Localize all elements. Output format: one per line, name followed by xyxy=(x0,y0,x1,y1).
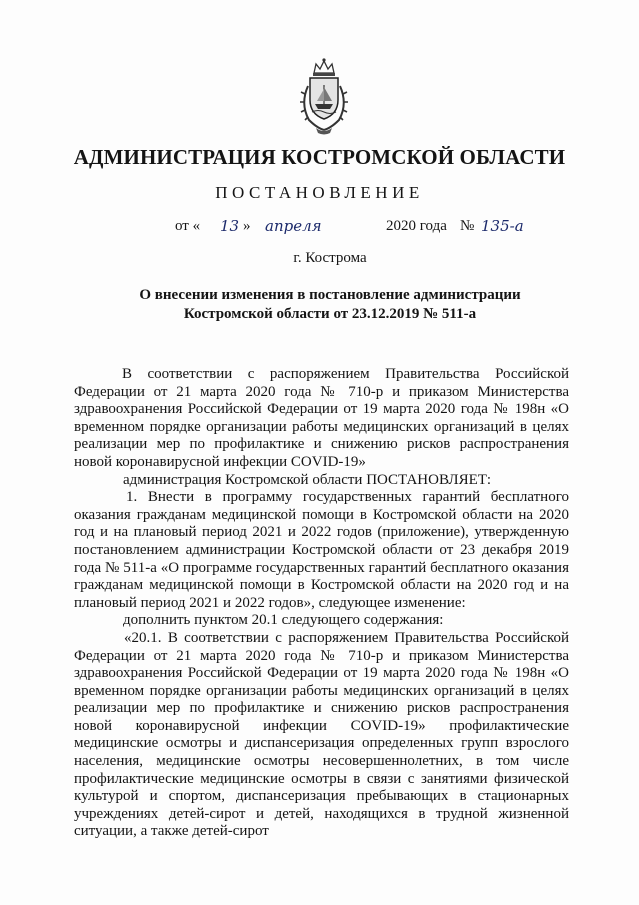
date-quote-close: » xyxy=(243,218,251,234)
city-line: г. Кострома xyxy=(293,250,367,266)
date-number-line xyxy=(0,215,639,241)
kostroma-coat-of-arms-icon xyxy=(296,56,352,136)
date-day-handwritten: 13 xyxy=(220,217,240,235)
body-paragraph-resolves: администрация Костромской области ПОСТАНОВЛЯЕТ: xyxy=(123,471,492,488)
body-paragraph-addition: дополнить пунктом 20.1 следующего содержания: xyxy=(123,612,444,629)
subject-heading xyxy=(0,286,639,324)
document-type: ПОСТАНОВЛЕНИЕ xyxy=(215,183,424,202)
subject-line-1: О внесении изменения в постановление администрации xyxy=(139,287,521,303)
organization-title: АДМИНИСТРАЦИЯ КОСТРОМСКОЙ ОБЛАСТИ xyxy=(73,145,566,169)
date-prefix: от « xyxy=(175,218,201,234)
body-paragraph-preamble: В соответствии с распоряжением Правительства Российской Федерации от 21 марта 2020 года № 710-р и приказом Министерства здравоохранения Российской Федерации от 19 марта 2020 года № 198н «О временном порядке организации работы медицинских организаций в целях реализации мер по профилактике и снижению рисков распространения новой коронавирусной инфекции COVID-19» xyxy=(74,366,569,470)
body-paragraph-item-20-1: «20.1. В соответствии с распоряжением Правительства Российской Федерации от 21 марта 2020 года № 710-р и приказом Министерства здравоохранения Российской Федерации от 19 марта 2020 года № 198н «О временном порядке организации работы медицинских организаций в целях реализации мер по профилактике и снижению рисков распространения новой коронавирусной инфекции COVID-19» профилактические медицинские осмотры и диспансеризация определенных групп взрослого населения, медицинские осмотры несовершеннолетних, в том числе профилактические медицинские осмотры в связи с занятиями физической культурой и спортом, диспансеризация пребывающих в стационарных учреждениях детей-сирот и детей, находящихся в трудной жизненной ситуации, а также детей-сирот xyxy=(74,629,569,840)
body-paragraph-item-1: 1. Внести в программу государственных гарантий бесплатного оказания гражданам медицинской помощи в Костромской области на 2020 год и на плановый период 2021 и 2022 годов (приложение), утвержденную постановлением администрации Костромской области от 23 декабря 2019 года № 511-а «О программе государственных гарантий бесплатного оказания гражданам медицинской помощи в Костромской области на 2020 год и на плановый период 2021 и 2022 годов», следующее изменение: xyxy=(74,489,569,611)
date-month-handwritten: апреля xyxy=(265,217,322,235)
date-year: 2020 года xyxy=(386,218,447,234)
document-number-handwritten: 135-а xyxy=(481,217,524,235)
number-label: № xyxy=(460,218,475,234)
document-body xyxy=(74,366,569,841)
subject-line-2: Костромской области от 23.12.2019 № 511-а xyxy=(183,306,477,322)
